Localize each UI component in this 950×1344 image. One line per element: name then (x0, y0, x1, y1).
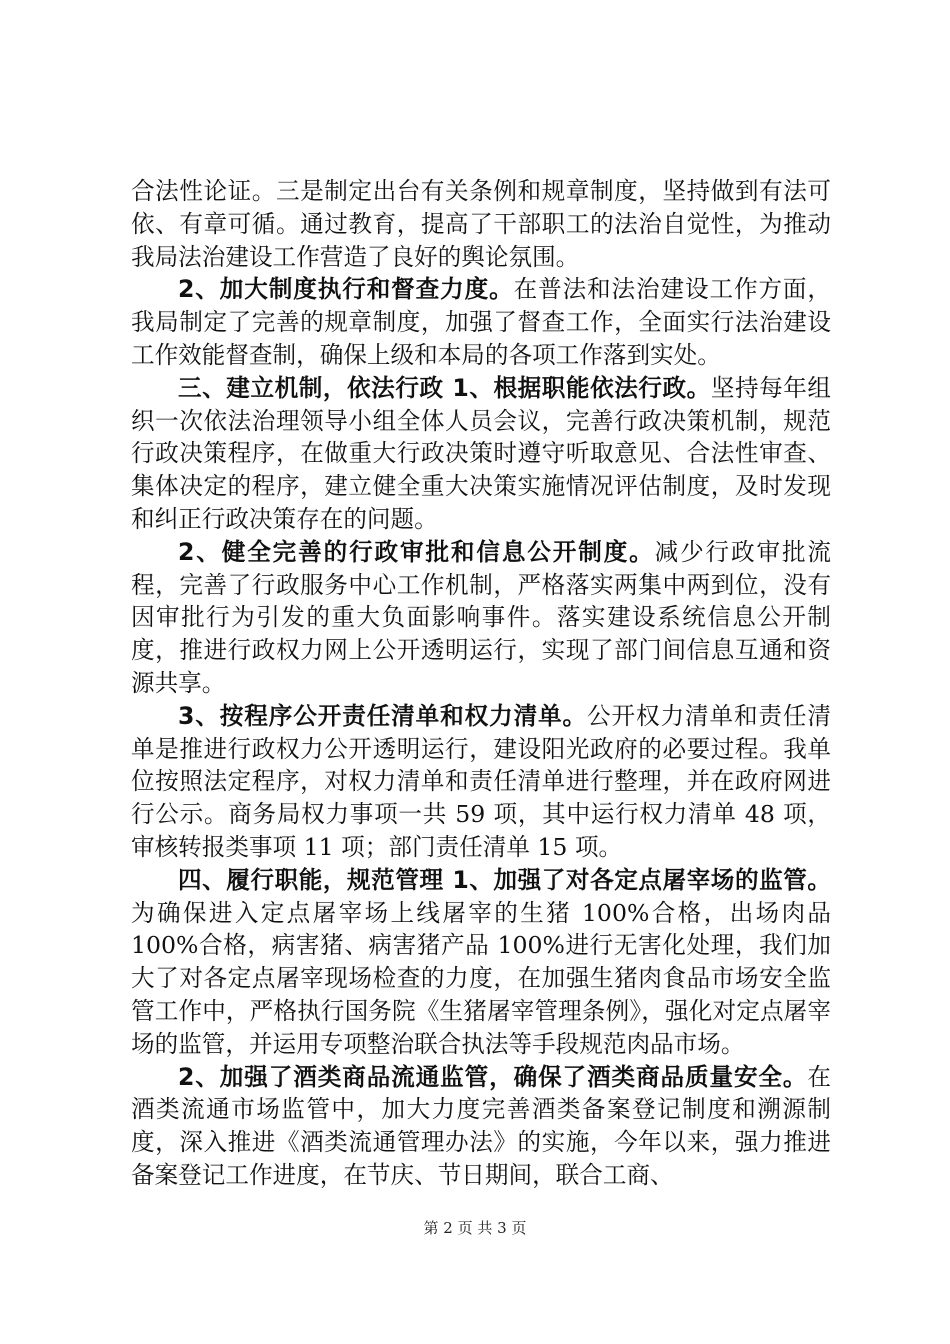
section-paragraph (131, 372, 831, 536)
paragraph-text: 在酒类流通市场监管中，加大力度完善酒类备案登记制度和溯源制度，深入推进《酒类流通管理办法》的实施，今年以来，强力推进备案登记工作进度，在节庆、节日期间，联合工商、 (131, 1062, 831, 1189)
paragraph-text: 公开权力清单和责任清单是推进行政权力公开透明运行，建设阳光政府的必要过程。我单位按照法定程序，对权力清单和责任清单进行整理，并在政府网进行公示。商务局权力事项一共 59 项，其中运行权力清单 48 项，审核转报类事项 11 项；部门责任清单 15 项。 (131, 701, 831, 861)
paragraph-text: 坚持每年组织一次依法治理领导小组全体人员会议，完善行政决策机制，规范行政决策程序，在做重大行政决策时遵守听取意见、合法性审查、集体决定的程序，建立健全重大决策实施情况评估制度，及时发现和纠正行政决策存在的问题。 (131, 373, 831, 533)
paragraph-heading: 2、健全完善的行政审批和信息公开制度。 (178, 537, 655, 566)
paragraph-item (131, 1061, 831, 1192)
section-paragraph (131, 864, 831, 1061)
paragraph-text: 减少行政审批流程，完善了行政服务中心工作机制，严格落实两集中两到位，没有因审批行为引发的重大负面影响事件。落实建设系统信息公开制度，推进行政权力网上公开透明运行，实现了部门间信息互通和资源共享。 (131, 537, 831, 697)
paragraph-text: 合法性论证。三是制定出台有关条例和规章制度，坚持做到有法可依、有章可循。通过教育，提高了干部职工的法治自觉性，为推动我局法治建设工作营造了良好的舆论氛围。 (131, 177, 831, 271)
paragraph-item (131, 273, 831, 371)
paragraph-heading: 3、按程序公开责任清单和权力清单。 (178, 701, 588, 730)
paragraph-heading: 2、加强了酒类商品流通监管，确保了酒类商品质量安全。 (178, 1062, 808, 1091)
page-number-footer: 第 2 页 共 3 页 (423, 1219, 527, 1237)
paragraph-heading: 2、加大制度执行和督查力度。 (178, 275, 514, 304)
paragraph-continuation (131, 175, 831, 273)
section-heading: 三、建立机制，依法行政 1、根据职能依法行政。 (178, 373, 711, 402)
document-body (131, 175, 831, 1192)
paragraph-item (131, 536, 831, 700)
paragraph-text: 为确保进入定点屠宰场上线屠宰的生猪 100%合格，出场肉品 100%合格，病害猪、病害猪产品 100%进行无害化处理，我们加大了对各定点屠宰现场检查的力度，在加强生猪肉食品市场安全监管工作中，严格执行国务院《生猪屠宰管理条例》，强化对定点屠宰场的监管，并运用专项整治联合执法等手段规范肉品市场。 (131, 898, 831, 1058)
paragraph-text: 在普法和法治建设工作方面，我局制定了完善的规章制度，加强了督查工作，全面实行法治建设工作效能督查制，确保上级和本局的各项工作落到实处。 (131, 275, 832, 369)
section-heading: 四、履行职能，规范管理 1、加强了对各定点屠宰场的监管。 (178, 865, 831, 894)
paragraph-item (131, 700, 831, 864)
